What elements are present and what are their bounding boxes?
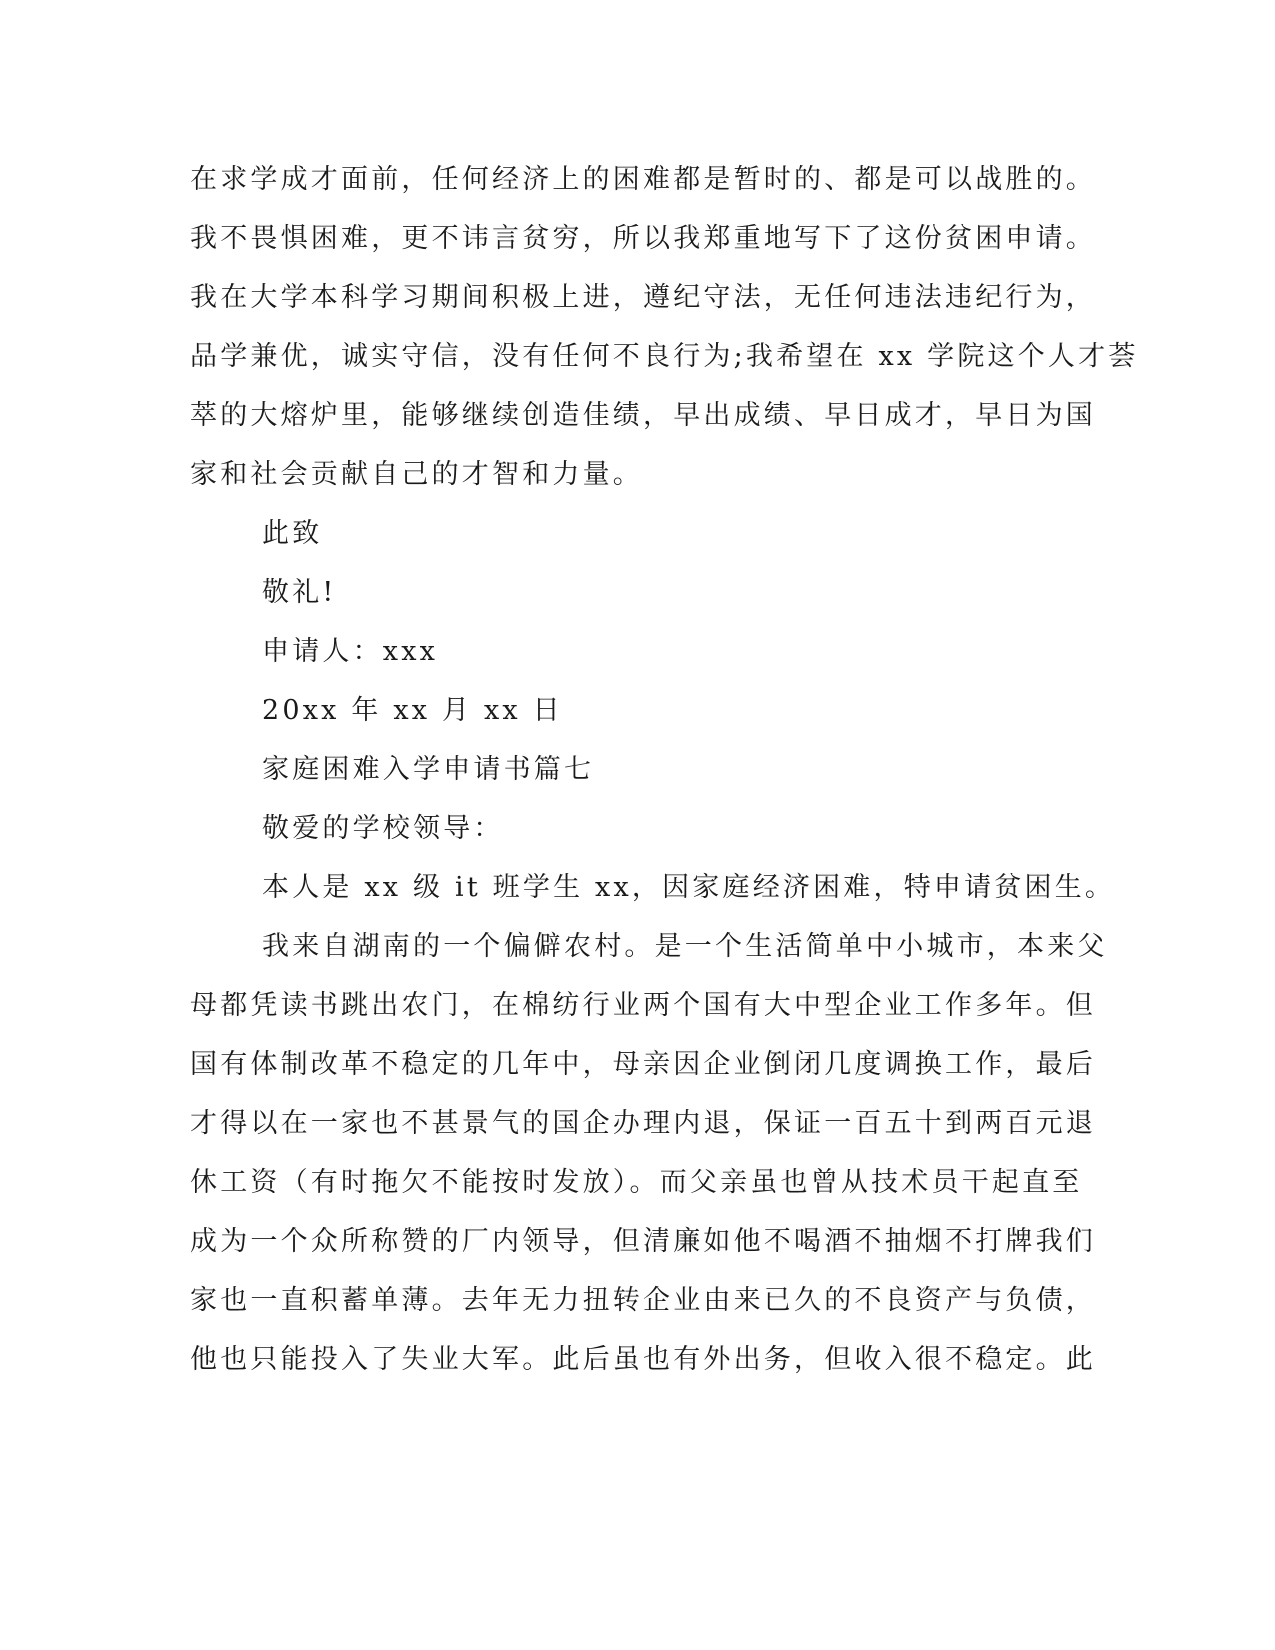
- paragraph-line: 休工资（有时拖欠不能按时发放）。而父亲虽也曾从技术员干起直至: [190, 1167, 1083, 1198]
- section-title: 家庭困难入学申请书篇七: [262, 754, 595, 785]
- paragraph-line: 萃的大熔炉里，能够继续创造佳绩，早出成绩、早日成才，早日为国: [190, 400, 1096, 431]
- greeting: 敬爱的学校领导：: [262, 813, 504, 844]
- letter-date: 20xx 年 xx 月 xx 日: [262, 695, 563, 726]
- paragraph-line: 我在大学本科学习期间积极上进，遵纪守法，无任何违法违纪行为，: [190, 282, 1096, 313]
- paragraph-line: 我来自湖南的一个偏僻农村。是一个生活简单中小城市，本来父: [262, 931, 1108, 962]
- applicant-signature: 申请人：xxx: [262, 636, 439, 667]
- paragraph-line: 在求学成才面前，任何经济上的困难都是暂时的、都是可以战胜的。: [190, 164, 1096, 195]
- closing-regards: 敬礼!: [262, 577, 337, 608]
- paragraph-line: 家和社会贡献自己的才智和力量。: [190, 459, 643, 490]
- paragraph-line: 成为一个众所称赞的厂内领导，但清廉如他不喝酒不抽烟不打牌我们: [190, 1226, 1096, 1257]
- paragraph-line: 才得以在一家也不甚景气的国企办理内退，保证一百五十到两百元退: [190, 1108, 1096, 1139]
- paragraph-line: 家也一直积蓄单薄。去年无力扭转企业由来已久的不良资产与负债，: [190, 1285, 1096, 1316]
- paragraph-line: 本人是 xx 级 it 班学生 xx，因家庭经济困难，特申请贫困生。: [262, 872, 1116, 903]
- paragraph-line: 国有体制改革不稳定的几年中，母亲因企业倒闭几度调换工作，最后: [190, 1049, 1096, 1080]
- paragraph-line: 我不畏惧困难，更不讳言贫穷，所以我郑重地写下了这份贫困申请。: [190, 223, 1096, 254]
- paragraph-line: 品学兼优，诚实守信，没有任何不良行为;我希望在 xx 学院这个人才荟: [190, 341, 1139, 372]
- paragraph-line: 母都凭读书跳出农门，在棉纺行业两个国有大中型企业工作多年。但: [190, 990, 1096, 1021]
- paragraph-line: 他也只能投入了失业大军。此后虽也有外出务，但收入很不稳定。此: [190, 1344, 1096, 1375]
- closing-salutation: 此致: [262, 518, 323, 549]
